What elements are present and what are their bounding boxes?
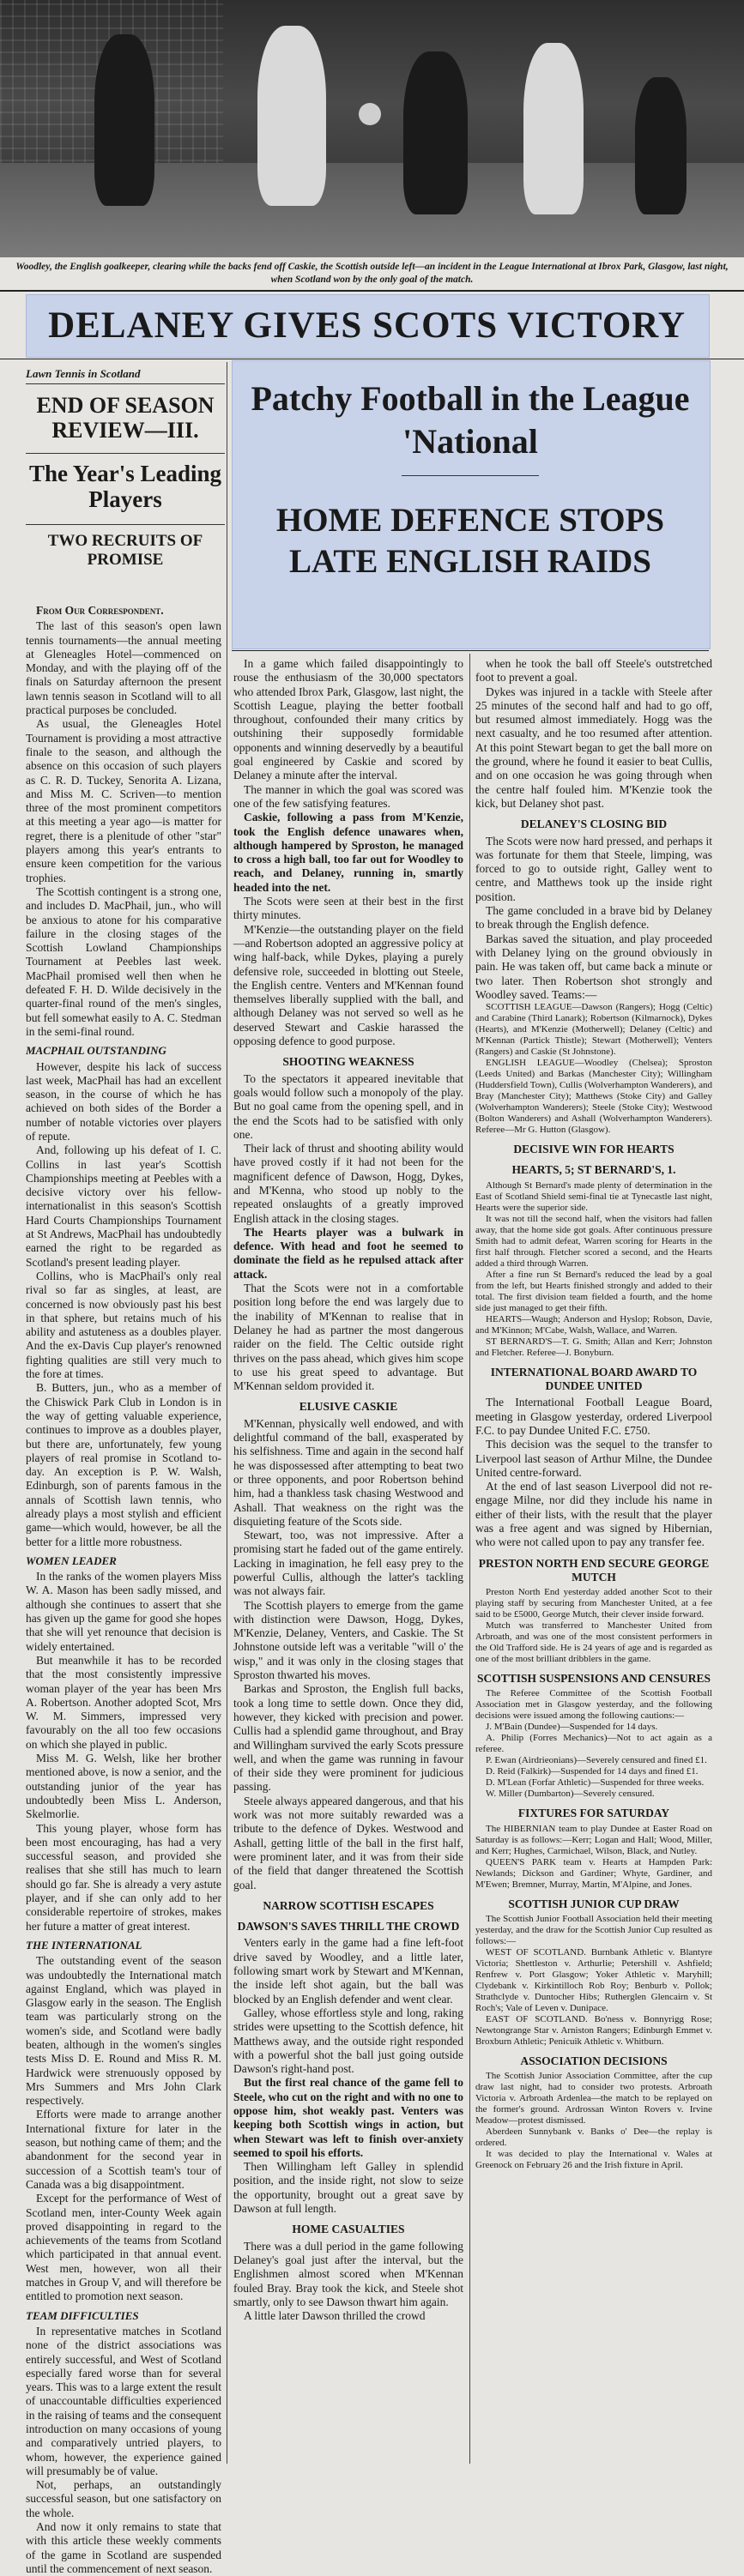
section-heading: WOMEN LEADER (26, 1553, 117, 1567)
section-heading: MACPHAIL OUTSTANDING (26, 1044, 166, 1058)
paragraph: It was decided to play the International v. Wales at Greenock on February 26 and the Irish fixture in April. (475, 2149, 712, 2171)
right-story-head (232, 369, 709, 582)
paragraph: Although St Bernard's made plenty of determination in the East of Scotland Shield semi-final tie at Tynecastle last night, Hearts were the superior side. (475, 1179, 712, 1213)
paragraph: D. M'Lean (Forfar Athletic)—Suspended for three weeks. (486, 1777, 705, 1789)
right-head-rule (232, 650, 709, 651)
paragraph: Their lack of thrust and shooting ability would have proved costly if it had not been for the magnificent defence of Dawson, Hogg, Dykes, and M'Kenna, who stood up nobly to the repeated onslaughts of a greatly improved English attack in the closing stages. (233, 1142, 463, 1225)
paragraph: In a game which failed disappointingly to rouse the enthusiasm of the 30,000 spectators who attended Ibrox Park, Glasgow, last night, the Scottish League, playing the better football throughout, confounded their many critics by outshining their supposedly formidable opponents and winning deservedly by a beautiful goal engineered by Caskie and scored by Delaney a minute after the interval. (233, 657, 463, 782)
paragraph: The Scots were seen at their best in the first thirty minutes. (233, 895, 463, 922)
paragraph: But the first real chance of the game fell to Steele, who cut on the right and with no one to oppose him, shot weakly past. Venters was keeping both Scottish wings in action, but when Stewart was left to finish over-anxiety seemed to spoil his efforts. (233, 2076, 463, 2159)
paragraph: Caskie, following a pass from M'Kenzie, took the English defence unawares when, although hampered by Sproston, he managed to cross a high ball, too far out for Woodley to reach, and Delaney, running in, smartly headed into the net. (233, 811, 463, 894)
paragraph: Miss M. G. Welsh, like her brother mentioned above, is now a senior, and the outstanding junior of the year has undoubtedly been Miss L. Anderson, Skelmorlie. (26, 1752, 221, 1821)
paragraph: As usual, the Gleneagles Hotel Tournament is providing a most attractive finale to the season, and although the absence on this occasion of such players as C. R. D. Tuckey, Senorita A. Lizana, and Miss M. C. Scriven—to mention three of the most prominent competitors at this meeting a year ago—is matter for regret, there is a plenitude of other "star" players among this year's entrants to ensure keen competition for the various trophies. (26, 717, 221, 884)
paragraph: This young player, whose form has been most encouraging, has had a very successful season, and provided she realises that she still has much to learn should go far. She is already a very astute player, and if she can only add to her considerable repertoire of strokes, makes her future a matter of great interest. (26, 1821, 221, 1933)
section-heading: DAWSON'S SAVES THRILL THE CROWD (237, 1920, 460, 1934)
section-heading: ASSOCIATION DECISIONS (520, 2054, 668, 2068)
byline: From Our Correspondent. (36, 604, 164, 617)
paragraph: The International Football League Board, meeting in Glasgow yesterday, ordered Liverpool F.C. to pay Dundee United F.C. £750. (475, 1396, 712, 1437)
section-heading: SCOTTISH JUNIOR CUP DRAW (508, 1897, 680, 1910)
section-heading: DECISIVE WIN FOR HEARTS (513, 1143, 674, 1156)
paragraph: Barkas saved the situation, and play proceeded with Delaney lying on the ground obviously in pain. He was taken off, but came back a minute or two later. Then Robertson shot strongly and Woodley saved. Teams:— (475, 932, 712, 1001)
paragraph: The manner in which the goal was scored was one of the few satisfying features. (233, 782, 463, 810)
paragraph: Steele always appeared dangerous, and that his work was not more suitably rewarded was a tribute to the defence of Dykes. Westwood and Ashall, getting little of the ball in the first half, were prominent later, and it was from their side of the field that danger threatened the Scottish goal. (233, 1794, 463, 1891)
paragraph: That the Scots were not in a comfortable position long before the end was largely due to the inability of M'Kennan to realise that in Delaney he had as partner the most dangerous raider on the field. The Celtic outside right thrives on the pass ahead, which gives him scope to use his great speed to advantage. But M'Kennan seldom provided it. (233, 1282, 463, 1393)
football (359, 103, 381, 125)
paragraph: M'Kennan, physically well endowed, and with delightful command of the ball, exasperated by his selfishness. Time and again in the second half he was dispossessed after attempting to beat two or three opponents, and poor Robertson behind him, had a thankless task chasing Westwood and Ashall. That weakness on the right was the disquieting feature of the Scots side. (233, 1416, 463, 1528)
paragraph: The game concluded in a brave bid by Delaney to break through the English defence. (475, 904, 712, 932)
left-story-deck: TWO RECRUITS OF PROMISE (26, 524, 225, 570)
paragraph: At the end of last season Liverpool did not re-engage Milne, nor did they include his name in either of their lists, with the result that the player was a free agent and was signed by Hibernian, who were not called upon to pay any transfer fee. (475, 1480, 712, 1549)
match-report-column-2 (475, 657, 712, 2462)
paragraph: But meanwhile it has to be recorded that the most consistently impressive woman player of the year has been Mrs A. Robertson. Another adopted Scot, Mrs W. M. Simmers, impressed very favourably on the all too few occasions on which she played in public. (26, 1653, 221, 1751)
paragraph: The Scottish players to emerge from the game with distinction were Dawson, Hogg, Dykes, M'Kenzie, Delaney, Venters, and Caskie. The St Johnstone outside left was a veritable "will o' the wisp," and it was only in the closing stages that Sproston thwarted his moves. (233, 1598, 463, 1682)
paragraph: when he took the ball off Steele's outstretched foot to prevent a goal. (475, 657, 712, 685)
paragraph: EAST OF SCOTLAND. Bo'ness v. Bonnyrigg Rose; Newtongrange Star v. Arniston Rangers; Edinburgh Emmet v. Broxburn Athletic; Penicuik Athletic v. Whitburn. (475, 2014, 712, 2048)
paragraph: HEARTS—Waugh; Anderson and Hyslop; Robson, Davie, and M'Kinnon; M'Cabe, Walsh, Wallace, and Warren. (475, 1313, 712, 1336)
paragraph: In representative matches in Scotland none of the district associations was entirely successful, and West of Scotland especially fared worse than for several years. This was to a large extent the result of unaccountable difficulties experienced in the raising of teams and the consequent introduction on many occasions of young and comparatively untried players, to whom, however, the experience gained will presumably be of value. (26, 2324, 221, 2477)
paragraph: Mutch was transferred to Manchester United from Arbroath, and was one of the most consistent performers in the Old Trafford side. He is 24 years of age and is regarded as one of the most brilliant dribblers in the game. (475, 1620, 712, 1665)
paragraph: The Scottish Junior Association Committee, after the cup draw last night, had to consider two protests. Arbroath Victoria v. Arbroath Ardenlea—the match to be replayed on the former's ground. Ardrossan Winton Rovers v. Irvine Meadow—protest dismissed. (475, 2071, 712, 2127)
goalkeeper-figure (257, 26, 326, 206)
paragraph: There was a dull period in the game following Delaney's goal just after the interval, but the Englishmen almost scored when M'Kennan fouled Bray. Bray took the kick, and Steele shot smartly, only to see Dawson thwart him again. (233, 2239, 463, 2308)
paragraph: D. Reid (Falkirk)—Suspended for 14 days and fined £1. (486, 1766, 699, 1777)
paragraph: Venters early in the game had a fine left-foot drive saved by Woodley, and a little later, following smart work by Stewart and M'Kennan, the inside left shot again, but the ball was blocked by an English defender and went clear. (233, 1936, 463, 2006)
paragraph: To the spectators it appeared inevitable that goals would follow such a monopoly of the play. But no goal came from the opening spell, and in the end the Scots had to be satisfied with only one. (233, 1071, 463, 1141)
paragraph: Galley, whose effortless style and long, raking strides were upsetting to the Scottish defence, hit Matthews away, and the outside right responded with a powerful shot the ball just going outside Dawson's right-hand post. (233, 2006, 463, 2076)
right-story-headline: Patchy Football in the League 'National (251, 379, 690, 461)
paragraph: WEST OF SCOTLAND. Burnbank Athletic v. Blantyre Victoria; Shettleston v. Arthurlie; Petershill v. Ashfield; Renfrew v. Port Glasgow; Yoker Athletic v. Maryhill; Clydebank v. Kirkintilloch Rob Roy; Benburb v. Pollok; Strathclyde v. Duntocher Hibs; Rutherglen Glencairn v. St Roch's; Vale of Leven v. Dunipace. (475, 1947, 712, 2014)
paragraph: A. Philip (Forres Mechanics)—Not to act again as a referee. (475, 1733, 712, 1755)
paragraph: Except for the performance of West of Scotland men, inter-County Week again proved disappointing in regard to the achievements of the teams from Scotland which participated in that annual event. West men, however, won all their matches in Group V, and will therefore be entitled to promotion next season. (26, 2192, 221, 2303)
paragraph: Dykes was injured in a tackle with Steele after 25 minutes of the second half and had to go off, but resumed almost immediately. Hogg was the next casualty, and he too resumed after attention. At this point Stewart began to get the ball more on the ground, where he found it easier to beat Cullis, and on one occasion he was going through when the centre half fouled him. M'Kenzie took the kick, but Delaney shot past. (475, 685, 712, 810)
paragraph: This decision was the sequel to the transfer to Liverpool last season of Arthur Milne, the Dundee United centre-forward. (475, 1438, 712, 1479)
paragraph: Aberdeen Sunnybank v. Banks o' Dee—the replay is ordered. (475, 2127, 712, 2149)
paragraph: ST BERNARD'S—T. G. Smith; Allan and Kerr; Johnston and Fletcher. Referee—J. Bonyburn. (475, 1336, 712, 1358)
paragraph: M'Kenzie—the outstanding player on the field—and Robertson adopted an aggressive policy at wing half-back, while Dykes, playing a purely defensive role, succeeded in blotting out Steele, the English centre. Venters and M'Kennan found themselves liberally supplied with the ball, and although Delaney was not served so well as he deserved Stewart and Caskie harassed the opposing defence to good purpose. (233, 922, 463, 1048)
paragraph: ENGLISH LEAGUE—Woodley (Chelsea); Sproston (Leeds United) and Barkas (Manchester City); Willingham (Huddersfield Town), Cullis (Wolverhampton Wanderers), and Bray (Manchester City); Matthews (Stoke City) and Galley (Wolverhampton Wanderers); Steele (Stoke City); Westwood (Bolton Wanderers) and Ashall (Wolverhampton Wanderers). Referee—Mr G. Hutton (Glasgow). (475, 1058, 712, 1136)
left-story-subtitle: The Year's Leading Players (26, 453, 225, 512)
match-photo (0, 0, 744, 257)
paragraph: And, following up his defeat of I. C. Collins in last year's Scottish Championships meeting at Peebles with a decisive victory over his fellow-internationalist in this season's Scottish Hard Courts Championships Tournament at St Andrews, MacPhail has undoubtedly earned the right to be regarded as Scotland's present leading player. (26, 1143, 221, 1269)
left-story-column (26, 600, 221, 2575)
player-figure (523, 43, 584, 214)
player-figure (635, 77, 687, 214)
paragraph: Efforts were made to arrange another International fixture for later in the season, but nothing came of them; and the abandonment for the second year in succession of a Scottish team's tour of Canada was a big disappointment. (26, 2108, 221, 2191)
main-headline: DELANEY GIVES SCOTS VICTORY (48, 305, 686, 346)
head-separator (402, 475, 539, 476)
paragraph: A little later Dawson thrilled the crowd (244, 2309, 426, 2323)
player-figure (403, 51, 468, 214)
section-heading: PRESTON NORTH END SECURE GEORGE MUTCH (478, 1556, 710, 1584)
left-story-head (26, 367, 225, 570)
kicker: Lawn Tennis in Scotland (26, 367, 225, 384)
paragraph: The outstanding event of the season was undoubtedly the International match against England, which was played in Glasgow early in the season. The English team was particularly strong on the women's side, and Scotland were badly beaten, although in the women's singles tests Miss D. E. Round and Miss R. M. Hardwick were strenuously opposed by Mrs Summers and Mrs John Clark respectively. (26, 1954, 221, 2108)
player-figure (94, 34, 154, 206)
section-heading: SCOTTISH SUSPENSIONS AND CENSURES (477, 1672, 711, 1686)
paragraph: In the ranks of the women players Miss W. A. Mason has been sadly missed, and although she continues to assert that she has given up the game for good she hopes that she will yet renounce that decision is widely entertained. (26, 1570, 221, 1653)
column-divider (469, 654, 470, 2464)
paragraph: SCOTTISH LEAGUE—Dawson (Rangers); Hogg (Celtic) and Carabine (Third Lanark); Robertson (Kilmarnock), Dykes (Hearts), and M'Kenzie (Motherwell); Delaney (Celtic) and M'Kennan (Partick Thistle); Stewart (Motherwell); Venters (Rangers) and Caskie (St Johnstone). (475, 1002, 712, 1058)
section-heading: TEAM DIFFICULTIES (26, 2308, 139, 2322)
section-heading: INTERNATIONAL BOARD AWARD TO DUNDEE UNITED (490, 1365, 698, 1393)
paragraph: Stewart, too, was not impressive. After a promising start he faded out of the game entirely. Lacking in imagination, he fell easy prey to the powerful Cullis, although the latter's tackling was not always fair. (233, 1529, 463, 1598)
paragraph: However, despite his lack of success last week, MacPhail has had an excellent season, in the course of which he has achieved on both sides of the Border a number of notable victories over players of repute. (26, 1059, 221, 1143)
paragraph: Not, perhaps, an outstandingly successful season, but one satisfactory on the whole. (26, 2478, 221, 2519)
paragraph: It was not till the second half, when the visitors had fallen away, that the home side got goals. After continuous pressure Smith had to admit defeat, Warren scoring for Hearts in the first half through. Fletcher scored a second, and the Hearts added a third through Warren. (475, 1213, 712, 1269)
paragraph: Preston North End yesterday added another Scot to their playing staff by securing from Manchester United, at a fee said to be £5000, George Mutch, their clever inside forward. (475, 1587, 712, 1620)
paragraph: QUEEN'S PARK team v. Hearts at Hampden Park: Newlands; Dickson and Gardiner; Whyte, Gardiner, and M'Ewen; Bremner, Murray, Martin, M'Alpine, and Jones. (475, 1856, 712, 1890)
paragraph: Collins, who is MacPhail's only real rival so far as singles, at least, are concerned is now obviously past his best in that sphere, but retains much of his ability and astuteness as a doubles player. And the ex-Davis Cup player's renowned fighting qualities are still very much to the fore at times. (26, 1269, 221, 1381)
paragraph: Then Willingham left Galley in splendid position, and the inside right, not slow to seize the opportunity, brought out a great save by Dawson at full length. (233, 2160, 463, 2216)
photo-caption: Woodley, the English goalkeeper, clearing while the backs fend off Caskie, the Scottish outside left—an incident in the League International at Ibrox Park, Glasgow, last night, when Scotland won by the only goal of the match. (15, 262, 729, 285)
section-heading: THE INTERNATIONAL (26, 1938, 142, 1952)
paragraph: The Scottish contingent is a strong one, and includes D. MacPhail, jun., who will be anxious to atone for his comparative failure in the closing stages of the Scottish Lowland Championships Tournament at Peebles last week. MacPhail promised well then when he defeated F. H. D. Wilde decisively in the quarter-final round of the men's singles, but fell somewhat easily to A. C. Stedman in the semi-final round. (26, 884, 221, 1038)
paragraph: The Scottish Junior Football Association held their meeting yesterday, and the draw for the Scottish Junior Cup resulted as follows:— (475, 1914, 712, 1947)
left-story-title: END OF SEASON REVIEW—III. (36, 393, 215, 443)
section-heading: SHOOTING WEAKNESS (282, 1055, 414, 1069)
section-heading: HOME CASUALTIES (292, 2223, 405, 2236)
section-heading: NARROW SCOTTISH ESCAPES (263, 1898, 434, 1912)
paragraph: And now it only remains to state that with this article these weekly comments of the game in Scotland are suspended until the commencement of next season. (26, 2520, 221, 2575)
paragraph: J. M'Bain (Dundee)—Suspended for 14 days. (486, 1722, 658, 1733)
paragraph: After a fine run St Bernard's reduced the lead by a goal from the left, but Hearts finished strongly and added to their total. The first division team fielded a fourth, and the home side just managed to get their fifth. (475, 1269, 712, 1313)
paragraph: The Hearts player was a bulwark in defence. With head and foot he seemed to dominate the field as he repulsed attack after attack. (233, 1225, 463, 1281)
paragraph: The Scots were now hard pressed, and perhaps it was fortunate for them that Steele, limping, was forced to go to outside right, Galley went to centre, and Matthews took up the inside right position. (475, 834, 712, 903)
paragraph: The Referee Committee of the Scottish Football Association met in Glasgow yesterday, and the following decisions were issued among the following cautions:— (475, 1688, 712, 1722)
section-heading: FIXTURES FOR SATURDAY (517, 1807, 670, 1820)
paragraph: The HIBERNIAN team to play Dundee at Easter Road on Saturday is as follows:—Kerr; Logan and Hall; Wood, Miller, and Kerr; Hughes, Carmichael, Wilson, Black, and Nutley. (475, 1823, 712, 1856)
match-report-column-1 (233, 657, 463, 2462)
section-heading: ELUSIVE CASKIE (299, 1400, 398, 1414)
top-rule (0, 290, 744, 292)
section-heading: DELANEY'S CLOSING BID (520, 817, 668, 831)
paragraph: W. Miller (Dumbarton)—Severely censured. (486, 1789, 655, 1800)
paragraph: Barkas and Sproston, the English full backs, took a long time to settle down. Once they did, however, they kicked with precision and power. Cullis had a splendid game throughout, and Bray and Willingham survived the early Scots pressure well, and when the game was running in favour of their side they were prominent for judicious passing. (233, 1682, 463, 1794)
paragraph: The last of this season's open lawn tennis tournaments—the annual meeting at Gleneagles Hotel—commenced on Monday, and with the playing off of the finals on Saturday afternoon the present lawn tennis season in Scotland will to all practical purposes be concluded. (26, 619, 221, 717)
paragraph: B. Butters, jun., who as a member of the Chiswick Park Club in London is in the way of getting valuable experience, continues to improve as a doubles player, but there are, unfortunately, few young players of real promise in Scotland to-day. An exception is P. W. Walsh, Edinburgh, son of parents famous in the annals of Scottish lawn tennis, who already plays a most stylish and efficient game—which would, however, be all the better for a little more robustness. (26, 1381, 221, 1548)
section-subheading: HEARTS, 5; ST BERNARD'S, 1. (511, 1163, 676, 1177)
right-story-deck: HOME DEFENCE STOPS LATE ENGLISH RAIDS (275, 502, 665, 580)
paragraph: P. Ewan (Airdrieonians)—Severely censured and fined £1. (486, 1755, 707, 1766)
